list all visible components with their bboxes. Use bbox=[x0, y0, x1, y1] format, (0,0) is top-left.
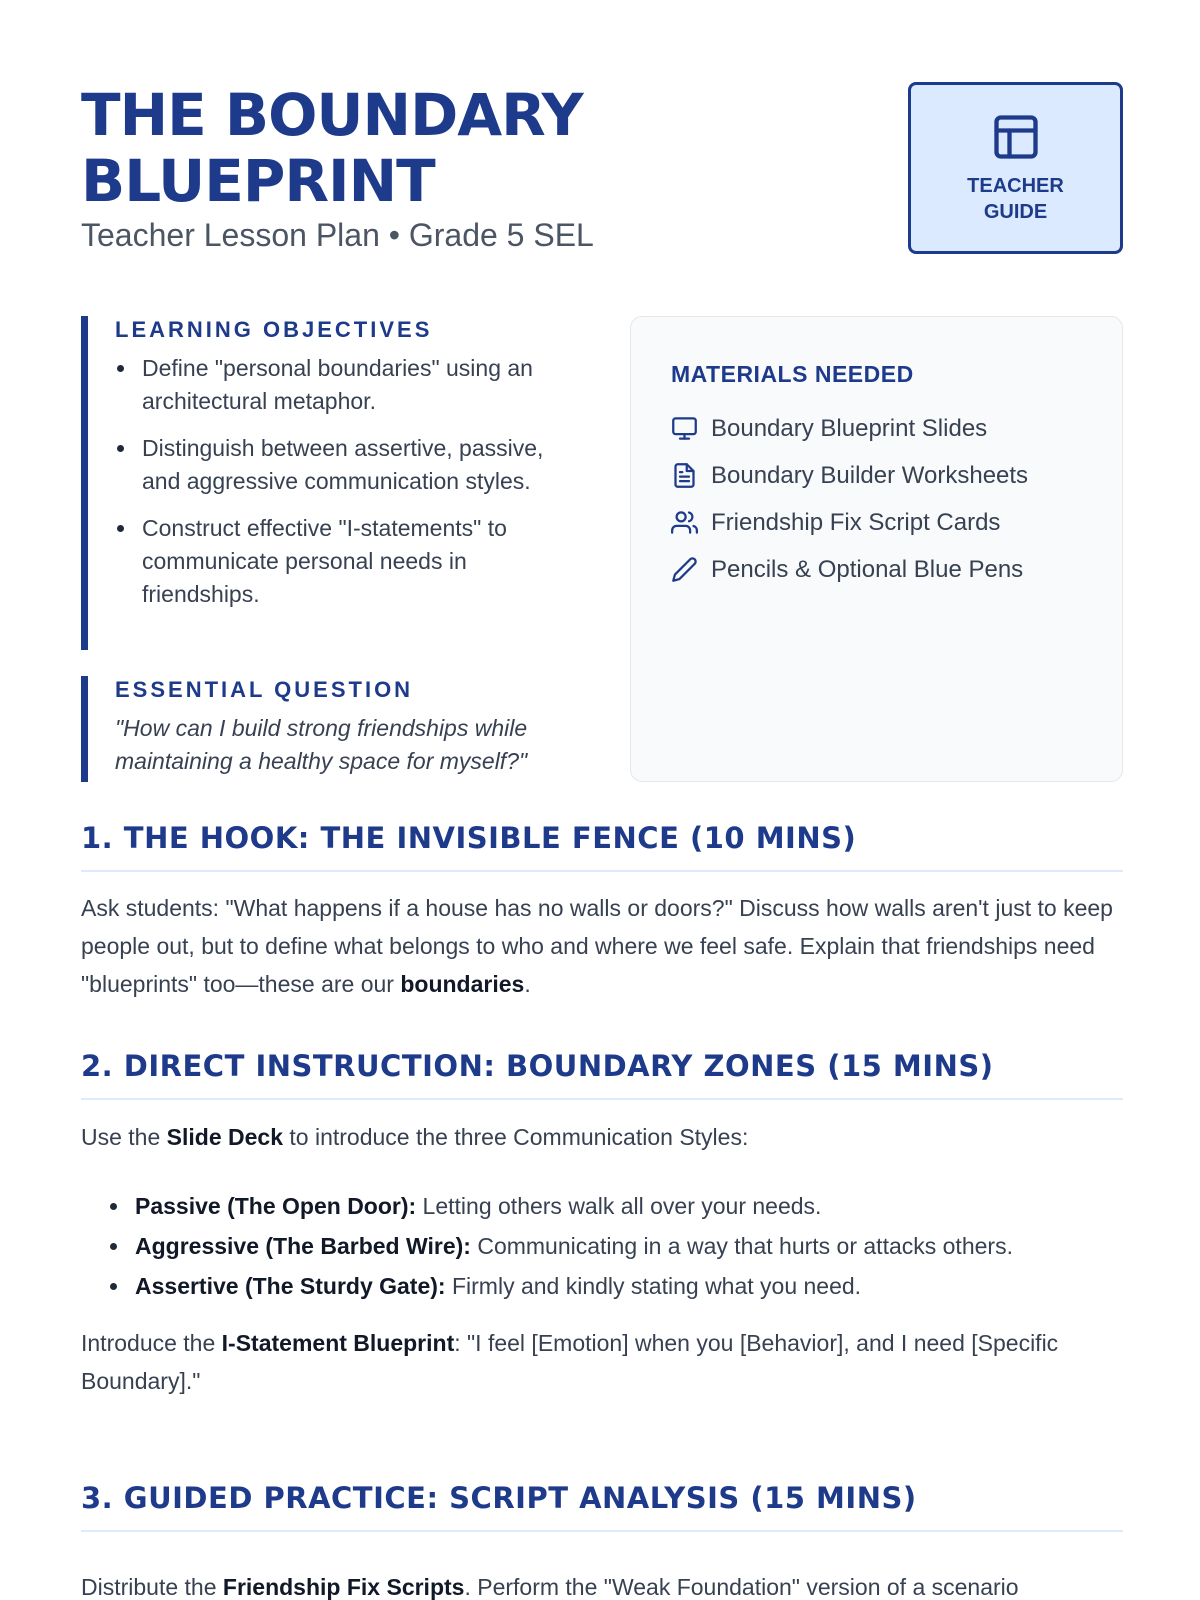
material-label: Pencils & Optional Blue Pens bbox=[711, 555, 1024, 583]
style-item-assertive bbox=[81, 1266, 1123, 1306]
style-item-aggressive bbox=[81, 1226, 1123, 1266]
pencil-icon bbox=[671, 556, 698, 583]
materials-panel bbox=[630, 316, 1123, 782]
material-item bbox=[671, 405, 1082, 452]
section-1-text-after: . bbox=[524, 971, 531, 997]
page-title bbox=[81, 82, 701, 214]
badge-label bbox=[956, 173, 1076, 225]
section-1-heading: 1. THE HOOK: THE INVISIBLE FENCE (10 MINS) bbox=[81, 818, 1123, 872]
header bbox=[81, 82, 1123, 262]
material-label: Friendship Fix Script Cards bbox=[711, 508, 1001, 536]
essential-question-label: ESSENTIAL QUESTION bbox=[115, 677, 414, 702]
material-item bbox=[671, 546, 1082, 593]
section-1-bold: boundaries bbox=[400, 971, 525, 997]
badge-line-1: TEACHER bbox=[967, 175, 1064, 197]
style-name: Assertive (The Sturdy Gate): bbox=[135, 1273, 446, 1299]
essential-question bbox=[81, 676, 581, 782]
style-desc: Communicating in a way that hurts or attacks others. bbox=[470, 1233, 1013, 1259]
section-2-intro bbox=[81, 1118, 1123, 1156]
style-desc: Letting others walk all over your needs. bbox=[416, 1193, 822, 1219]
objective-item: Distinguish between assertive, passive, and aggressive communication styles. bbox=[115, 432, 581, 498]
section-2-outro-after: : "I feel [Emotion] when you [Behavior], and I need [Specific Boundary]." bbox=[81, 1330, 1059, 1394]
learning-objectives bbox=[81, 316, 581, 650]
section-3-heading: 3. GUIDED PRACTICE: SCRIPT ANALYSIS (15 MINS) bbox=[81, 1478, 1123, 1532]
communication-styles-list bbox=[81, 1186, 1123, 1306]
section-2-outro-before: Introduce the bbox=[81, 1330, 222, 1356]
monitor-icon bbox=[671, 415, 698, 442]
section-2-outro bbox=[81, 1324, 1123, 1400]
section-2-outro-bold: I-Statement Blueprint bbox=[221, 1330, 455, 1356]
layout-icon bbox=[990, 111, 1042, 163]
title-line-2: BLUEPRINT bbox=[81, 147, 435, 215]
material-label: Boundary Blueprint Slides bbox=[711, 414, 988, 442]
material-label: Boundary Builder Worksheets bbox=[711, 461, 1029, 489]
style-name: Aggressive (The Barbed Wire): bbox=[135, 1233, 471, 1259]
section-1-text-before: Ask students: "What happens if a house has no walls or doors?" Discuss how walls aren't just to keep people out, but to define what belongs to who and where we feel safe. Explain that friendships need "blueprints" too—these are our bbox=[81, 895, 1113, 997]
materials-title: MATERIALS NEEDED bbox=[671, 361, 914, 387]
objectives-label: LEARNING OBJECTIVES bbox=[115, 317, 433, 342]
section-3-text-after: . Perform the "Weak Foundation" version of a scenario bbox=[464, 1574, 1019, 1600]
users-icon bbox=[671, 509, 698, 536]
materials-list bbox=[671, 405, 1082, 593]
section-2-intro-before: Use the bbox=[81, 1124, 167, 1150]
title-line-1: THE BOUNDARY bbox=[81, 81, 583, 149]
section-2-heading: 2. DIRECT INSTRUCTION: BOUNDARY ZONES (15 MINS) bbox=[81, 1046, 1123, 1100]
material-item bbox=[671, 499, 1082, 546]
section-2-intro-after: to introduce the three Communication Styles: bbox=[283, 1124, 749, 1150]
badge-line-2: GUIDE bbox=[983, 201, 1048, 223]
section-1-text bbox=[81, 889, 1123, 1003]
style-name: Passive (The Open Door): bbox=[135, 1193, 417, 1219]
section-3-text bbox=[81, 1568, 1123, 1600]
lesson-plan-page bbox=[81, 0, 1123, 1600]
essential-question-text: "How can I build strong friendships while maintaining a healthy space for myself?" bbox=[115, 715, 528, 774]
teacher-guide-badge bbox=[908, 82, 1123, 254]
page-subtitle: Teacher Lesson Plan • Grade 5 SEL bbox=[81, 217, 594, 253]
material-item bbox=[671, 452, 1082, 499]
objective-item: Define "personal boundaries" using an architectural metaphor. bbox=[115, 352, 581, 418]
section-3-bold: Friendship Fix Scripts bbox=[222, 1574, 465, 1600]
document-icon bbox=[671, 462, 698, 489]
objective-item: Construct effective "I-statements" to communicate personal needs in friendships. bbox=[115, 512, 581, 611]
objectives-list bbox=[115, 352, 581, 611]
section-3-text-before: Distribute the bbox=[81, 1574, 223, 1600]
section-2-intro-bold: Slide Deck bbox=[166, 1124, 283, 1150]
style-item-passive bbox=[81, 1186, 1123, 1226]
style-desc: Firmly and kindly stating what you need. bbox=[445, 1273, 862, 1299]
